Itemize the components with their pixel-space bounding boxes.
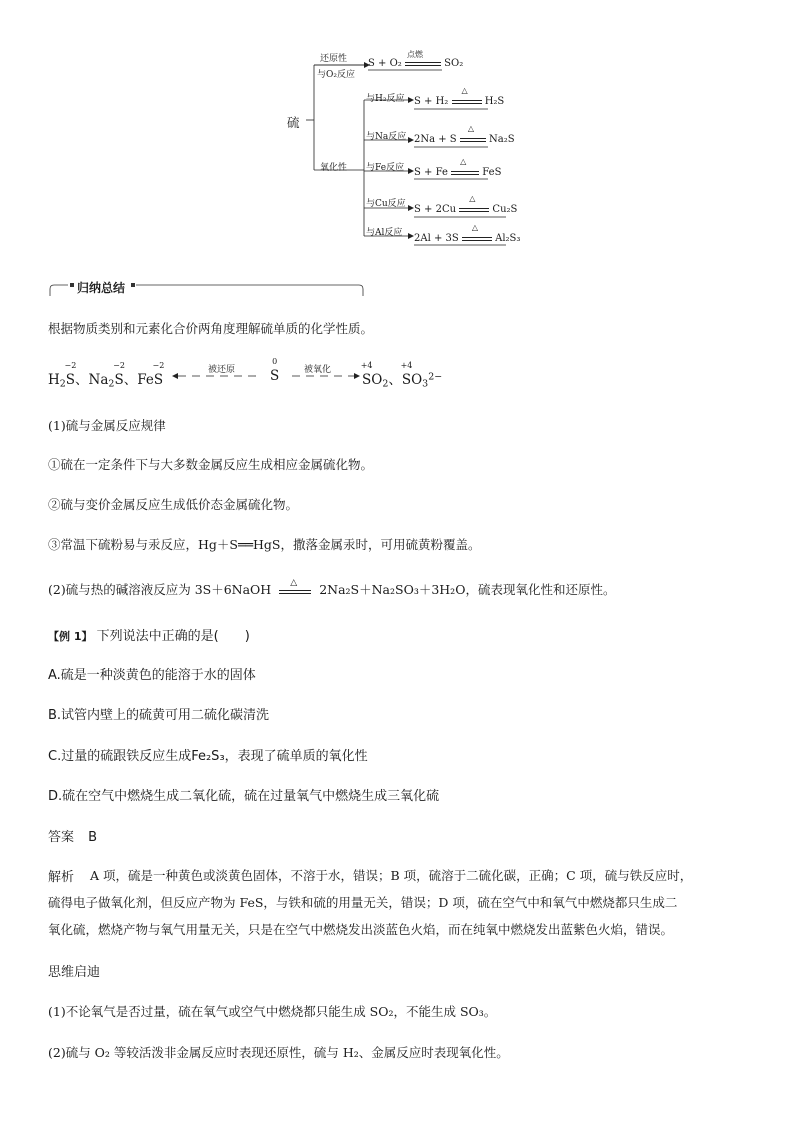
separator: 、 (123, 372, 138, 388)
condition-label: △ (290, 578, 298, 588)
equation-arrow (405, 50, 441, 66)
condition-label: △ (467, 124, 475, 133)
equation-lhs: S + 2Cu (414, 204, 457, 215)
equation-lhs: 2Al + 3S (414, 233, 459, 244)
analysis-line: A 项，硫是一种黄色或淡黄色固体，不溶于水，错误；B 项，硫溶于二硫化碳，正确；C 项，硫与铁反应时， (90, 868, 693, 883)
option-a: A.硫是一种淡黄色的能溶于水的固体 (48, 668, 256, 683)
equation-rhs: FeS (482, 167, 502, 178)
condition-label: 点燃 (406, 50, 423, 59)
thinking-line-1: (1)不论氧气是否过量，硫在氧气或空气中燃烧都只能生成 SO₂，不能生成 SO₃。 (48, 1004, 497, 1019)
sulfite-charge: 2− (428, 371, 443, 383)
reducing-label: 还原性 (320, 54, 348, 64)
equation-arrow (279, 578, 311, 594)
diagram-root-label: 硫 (287, 115, 300, 130)
equation-lhs: 2Na + S (414, 134, 457, 145)
sulfur-minus2: −2 S (152, 361, 165, 388)
option-d: D.硫在空气中燃烧生成二氧化硫，硫在过量氧气中燃烧生成三氧化硫 (48, 789, 440, 804)
valence-number: −2 (152, 361, 165, 370)
valence-number: −2 (64, 361, 77, 370)
equation-rhs: 2Na₂S＋Na₂SO₃＋3H₂O (319, 582, 466, 597)
valence-number: −2 (113, 361, 125, 370)
equation-rhs: Cu₂S (492, 204, 518, 215)
equation-lhs: S + Fe (414, 167, 448, 178)
mercury-equation: Hg＋S══HgS (198, 537, 281, 552)
option-c: C.过量的硫跟铁反应生成Fe₂S₃，表现了硫单质的氧化性 (48, 749, 368, 764)
example-tag: 【例 1】 (48, 630, 93, 643)
separator: 、 (75, 372, 89, 388)
answer-label: 答案 (48, 830, 75, 845)
equation-arrow (460, 124, 486, 142)
reaction-equation (414, 124, 515, 145)
reaction-equation (414, 157, 502, 178)
reducing-reaction-label: 与O₂反应 (317, 70, 355, 80)
equation-rhs: Al₂S₃ (495, 233, 521, 244)
h2s-formula: $H_2$ (48, 372, 66, 390)
equation-arrow (462, 223, 492, 241)
rule-item-1: ①硫在一定条件下与大多数金属反应生成相应金属硫化物。 (48, 457, 374, 472)
rule-item-3-text: ③常温下硫粉易与汞反应， (48, 537, 199, 552)
sulfur-symbol: S (270, 368, 280, 384)
reaction-equation (414, 194, 518, 215)
valence-number: +4 (360, 361, 373, 370)
equation-rhs: SO₂ (444, 58, 464, 69)
rule-heading-2-tail: ，硫表现氧化性和还原性。 (465, 582, 616, 597)
equation-rhs: H₂S (484, 96, 505, 107)
analysis-label: 解析 (48, 870, 75, 885)
condition-label: △ (460, 157, 467, 166)
oxidized-label: 被氧化 (304, 365, 332, 375)
equation-arrow (459, 194, 489, 212)
analysis-line: 硫得电子做氧化剂，但反应产物为 FeS，与铁和硫的用量无关，错误；D 项，硫在空气中和氧气中燃烧都只生成二 (48, 895, 678, 910)
sulfur-plus4-compounds: +4 $SO_2$、 +4 $SO_3^{2-}$ (360, 361, 443, 390)
na2s-formula: $Na_2$ (88, 372, 115, 390)
analysis-line: 氧化硫，燃烧产物与氧气用量无关，只是在空气中燃烧发出淡蓝色火焰，而在纯氧中燃烧发出蓝紫色火焰，错误。 (48, 922, 674, 937)
valence-chain (48, 361, 165, 390)
valence-number: +4 (400, 361, 413, 370)
reaction-label: 与Al反应 (366, 228, 403, 238)
rule-item-3-tail: ，撒落金属汞时，可用硫黄粉覆盖。 (280, 537, 481, 552)
thinking-line-2: (2)硫与 O₂ 等较活泼非金属反应时表现还原性，硫与 H₂、金属反应时表现氧化性。 (48, 1045, 509, 1060)
separator: 、 (388, 372, 402, 388)
reaction-label: 与Fe反应 (366, 163, 405, 173)
equation-lhs: 3S＋6NaOH (194, 582, 272, 597)
equation-arrow (452, 86, 482, 104)
rule-heading-2-text: (2)硫与热的碱溶液反应为 (48, 582, 191, 597)
valence-number: 0 (272, 357, 278, 366)
equation-arrow (451, 157, 479, 175)
example-question (48, 625, 250, 644)
condition-label: △ (461, 86, 468, 95)
equation-rhs: Na₂S (489, 134, 515, 145)
rule-item-3 (48, 535, 481, 553)
reducing-equation (368, 50, 464, 69)
sulfur-reaction-diagram (280, 40, 520, 255)
reaction-label: 与Cu反应 (366, 199, 406, 209)
condition-label: △ (471, 223, 479, 232)
equation-lhs: S + H₂ (414, 96, 449, 107)
rule-heading-2 (48, 580, 615, 598)
sulfur-minus2: −2 S (64, 361, 77, 388)
answer-line (48, 826, 97, 845)
reaction-label: 与H₂反应 (366, 94, 405, 104)
question-text: 下列说法中正确的是( ) (96, 629, 250, 644)
intro-text: 根据物质类别和元素化合价两角度理解硫单质的化学性质。 (48, 321, 374, 336)
sulfite-subscript: 3 (422, 378, 429, 390)
fes-formula: Fe (137, 372, 154, 388)
answer-value: B (88, 830, 98, 845)
rule-item-2: ②硫与变价金属反应生成低价态金属硫化物。 (48, 497, 299, 512)
sulfur-zero (270, 357, 280, 384)
equation-lhs: S + O₂ (368, 58, 402, 69)
sulfur-minus2: −2 S (113, 361, 125, 388)
rule-heading-1: (1)硫与金属反应规律 (48, 418, 166, 433)
condition-label: △ (469, 194, 476, 203)
thinking-title: 思维启迪 (48, 965, 101, 980)
summary-title: 归纳总结 (77, 281, 126, 295)
oxidizing-label: 氧化性 (320, 163, 348, 173)
reaction-equation (414, 223, 521, 244)
option-b: B.试管内壁上的硫黄可用二硫化碳清洗 (48, 708, 270, 723)
reaction-label: 与Na反应 (366, 132, 407, 142)
reduced-label: 被还原 (208, 365, 236, 375)
reaction-equation (414, 86, 505, 107)
